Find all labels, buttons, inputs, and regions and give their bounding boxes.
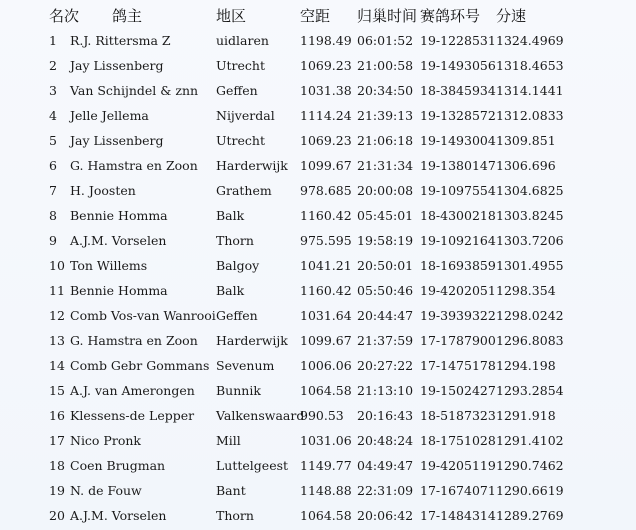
cell-distance: 1041.21 <box>300 258 352 273</box>
cell-location: Geffen <box>216 83 258 98</box>
cell-distance: 1069.23 <box>300 58 352 73</box>
header-location: 地区 <box>216 7 247 25</box>
cell-rank: 20 <box>49 508 65 523</box>
cell-time: 21:37:59 <box>357 333 414 348</box>
cell-location: Balk <box>216 208 245 223</box>
cell-time: 21:31:34 <box>357 158 414 173</box>
table-header <box>0 3 636 25</box>
cell-speed: 1290.7462 <box>496 458 564 473</box>
cell-rank: 5 <box>49 133 57 148</box>
cell-ring: 18-4300218 <box>420 208 496 223</box>
cell-name: Bennie Homma <box>70 283 168 298</box>
cell-time: 06:01:52 <box>357 33 414 48</box>
table-row <box>0 303 636 328</box>
cell-time: 20:16:43 <box>357 408 414 423</box>
cell-location: Thorn <box>216 508 254 523</box>
cell-ring: 19-1502427 <box>420 383 496 398</box>
cell-name: R.J. Rittersma Z <box>70 33 171 48</box>
cell-distance: 1031.64 <box>300 308 352 323</box>
cell-speed: 1303.8245 <box>496 208 564 223</box>
cell-location: Thorn <box>216 233 254 248</box>
cell-location: Balgoy <box>216 258 260 273</box>
cell-time: 20:44:47 <box>357 308 414 323</box>
cell-rank: 19 <box>49 483 65 498</box>
cell-name: Nico Pronk <box>70 433 141 448</box>
cell-time: 19:58:19 <box>357 233 414 248</box>
header-distance: 空距 <box>300 7 331 25</box>
results-table <box>0 28 636 528</box>
table-row <box>0 153 636 178</box>
cell-ring: 17-1484314 <box>420 508 496 523</box>
cell-ring: 19-1380147 <box>420 158 496 173</box>
cell-speed: 1306.696 <box>496 158 556 173</box>
cell-time: 20:06:42 <box>357 508 414 523</box>
table-row <box>0 178 636 203</box>
cell-ring: 19-1328572 <box>420 108 496 123</box>
cell-speed: 1312.0833 <box>496 108 564 123</box>
cell-speed: 1304.6825 <box>496 183 564 198</box>
cell-time: 20:50:01 <box>357 258 414 273</box>
cell-ring: 17-1787900 <box>420 333 496 348</box>
table-row <box>0 403 636 428</box>
cell-distance: 978.685 <box>300 183 352 198</box>
cell-speed: 1298.0242 <box>496 308 564 323</box>
cell-ring: 19-1493056 <box>420 58 496 73</box>
cell-distance: 1069.23 <box>300 133 352 148</box>
cell-location: Grathem <box>216 183 272 198</box>
cell-location: Balk <box>216 283 245 298</box>
cell-ring: 17-1674071 <box>420 483 496 498</box>
cell-speed: 1294.198 <box>496 358 556 373</box>
cell-distance: 975.595 <box>300 233 352 248</box>
table-row <box>0 353 636 378</box>
cell-time: 20:27:22 <box>357 358 414 373</box>
cell-name: Bennie Homma <box>70 208 168 223</box>
cell-time: 22:31:09 <box>357 483 414 498</box>
cell-rank: 10 <box>49 258 65 273</box>
cell-speed: 1324.4969 <box>496 33 564 48</box>
cell-ring: 19-4202051 <box>420 283 496 298</box>
cell-rank: 17 <box>49 433 65 448</box>
cell-rank: 7 <box>49 183 57 198</box>
cell-name: H. Joosten <box>70 183 136 198</box>
cell-location: Bant <box>216 483 246 498</box>
cell-distance: 990.53 <box>300 408 344 423</box>
cell-speed: 1309.851 <box>496 133 556 148</box>
cell-time: 21:39:13 <box>357 108 414 123</box>
cell-ring: 17-1475178 <box>420 358 496 373</box>
cell-location: Utrecht <box>216 58 266 73</box>
cell-distance: 1031.38 <box>300 83 352 98</box>
table-row <box>0 28 636 53</box>
cell-distance: 1064.58 <box>300 383 352 398</box>
cell-speed: 1291.918 <box>496 408 556 423</box>
cell-name: Klessens-de Lepper <box>70 408 195 423</box>
cell-time: 05:45:01 <box>357 208 414 223</box>
table-row <box>0 503 636 528</box>
cell-name: A.J.M. Vorselen <box>70 508 167 523</box>
table-row <box>0 103 636 128</box>
cell-speed: 1298.354 <box>496 283 556 298</box>
cell-rank: 8 <box>49 208 57 223</box>
table-row <box>0 278 636 303</box>
cell-name: Jelle Jellema <box>70 108 149 123</box>
table-row <box>0 328 636 353</box>
cell-rank: 11 <box>49 283 65 298</box>
cell-speed: 1289.2769 <box>496 508 564 523</box>
cell-distance: 1114.24 <box>300 108 352 123</box>
cell-time: 20:48:24 <box>357 433 414 448</box>
cell-speed: 1303.7206 <box>496 233 564 248</box>
cell-name: Jay Lissenberg <box>70 58 164 73</box>
cell-speed: 1318.4653 <box>496 58 564 73</box>
cell-name: A.J. van Amerongen <box>70 383 195 398</box>
cell-rank: 16 <box>49 408 65 423</box>
cell-name: Ton Willems <box>70 258 148 273</box>
header-ring: 赛鸽环号 <box>420 7 481 25</box>
cell-distance: 1149.77 <box>300 458 352 473</box>
cell-time: 20:34:50 <box>357 83 414 98</box>
cell-rank: 1 <box>49 33 57 48</box>
header-speed: 分速 <box>496 7 527 25</box>
cell-speed: 1291.4102 <box>496 433 564 448</box>
cell-time: 21:06:18 <box>357 133 414 148</box>
table-row <box>0 203 636 228</box>
cell-location: Luttelgeest <box>216 458 289 473</box>
cell-ring: 18-3845934 <box>420 83 496 98</box>
cell-location: Bunnik <box>216 383 261 398</box>
cell-speed: 1293.2854 <box>496 383 564 398</box>
cell-location: Geffen <box>216 308 258 323</box>
table-row <box>0 478 636 503</box>
cell-rank: 13 <box>49 333 65 348</box>
cell-name: Comb Vos-van Wanrooi <box>70 308 216 323</box>
cell-time: 21:00:58 <box>357 58 414 73</box>
header-time: 归巢时间 <box>357 7 418 25</box>
table-row <box>0 228 636 253</box>
cell-rank: 2 <box>49 58 57 73</box>
cell-ring: 18-1693859 <box>420 258 496 273</box>
cell-location: Sevenum <box>216 358 275 373</box>
cell-location: uidlaren <box>216 33 269 48</box>
cell-time: 21:13:10 <box>357 383 414 398</box>
cell-rank: 18 <box>49 458 65 473</box>
cell-name: Comb Gebr Gommans <box>70 358 210 373</box>
cell-distance: 1160.42 <box>300 208 352 223</box>
cell-location: Valkenswaard <box>216 408 305 423</box>
cell-distance: 1064.58 <box>300 508 352 523</box>
cell-location: Harderwijk <box>216 158 288 173</box>
cell-rank: 12 <box>49 308 65 323</box>
cell-rank: 3 <box>49 83 57 98</box>
cell-ring: 19-4205119 <box>420 458 496 473</box>
cell-name: N. de Fouw <box>70 483 142 498</box>
table-row <box>0 378 636 403</box>
cell-ring: 18-5187323 <box>420 408 496 423</box>
cell-ring: 19-1493004 <box>420 133 496 148</box>
cell-name: G. Hamstra en Zoon <box>70 158 198 173</box>
cell-time: 20:00:08 <box>357 183 414 198</box>
cell-speed: 1301.4955 <box>496 258 564 273</box>
cell-location: Nijverdal <box>216 108 275 123</box>
cell-ring: 19-1092164 <box>420 233 496 248</box>
table-row <box>0 453 636 478</box>
cell-distance: 1198.49 <box>300 33 352 48</box>
cell-time: 04:49:47 <box>357 458 414 473</box>
cell-rank: 9 <box>49 233 57 248</box>
cell-distance: 1006.06 <box>300 358 352 373</box>
cell-location: Mill <box>216 433 241 448</box>
cell-ring: 19-1097554 <box>420 183 496 198</box>
table-row <box>0 253 636 278</box>
cell-location: Harderwijk <box>216 333 288 348</box>
cell-ring: 18-1751028 <box>420 433 496 448</box>
cell-speed: 1314.1441 <box>496 83 564 98</box>
cell-distance: 1099.67 <box>300 333 352 348</box>
cell-speed: 1290.6619 <box>496 483 564 498</box>
cell-ring: 19-3939322 <box>420 308 496 323</box>
table-row <box>0 78 636 103</box>
cell-rank: 4 <box>49 108 57 123</box>
cell-rank: 15 <box>49 383 65 398</box>
cell-rank: 14 <box>49 358 65 373</box>
cell-distance: 1031.06 <box>300 433 352 448</box>
cell-name: A.J.M. Vorselen <box>70 233 167 248</box>
cell-distance: 1160.42 <box>300 283 352 298</box>
cell-location: Utrecht <box>216 133 266 148</box>
header-rank: 名次 <box>49 7 80 25</box>
cell-distance: 1099.67 <box>300 158 352 173</box>
cell-rank: 6 <box>49 158 57 173</box>
table-row <box>0 428 636 453</box>
cell-name: Coen Brugman <box>70 458 166 473</box>
cell-ring: 19-1228531 <box>420 33 496 48</box>
cell-name: Van Schijndel & znn <box>70 83 199 98</box>
header-name: 鸽主 <box>112 7 143 25</box>
cell-time: 05:50:46 <box>357 283 414 298</box>
cell-name: Jay Lissenberg <box>70 133 164 148</box>
cell-name: G. Hamstra en Zoon <box>70 333 198 348</box>
cell-speed: 1296.8083 <box>496 333 564 348</box>
table-row <box>0 53 636 78</box>
table-row <box>0 128 636 153</box>
cell-distance: 1148.88 <box>300 483 352 498</box>
